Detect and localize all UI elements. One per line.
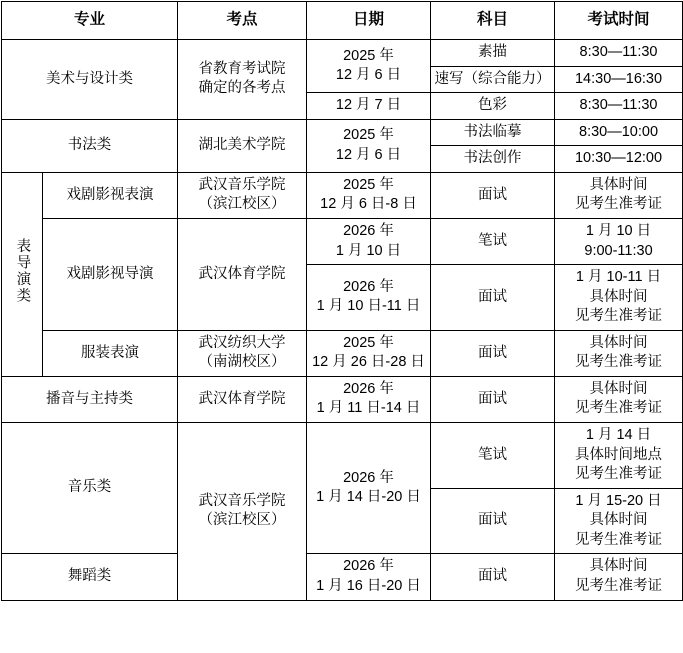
cell-subject: 笔试 [431, 423, 555, 489]
table-row [2, 40, 683, 67]
cell-date: 2026 年 1 月 11 日-14 日 [307, 376, 431, 422]
cell-date: 12 月 7 日 [307, 93, 431, 120]
cell-site: 武汉体育学院 [178, 218, 307, 330]
header-date: 日期 [307, 2, 431, 40]
table-header-row [2, 2, 683, 40]
cell-major: 播音与主持类 [2, 376, 178, 422]
table-row [2, 376, 683, 422]
cell-subject: 速写（综合能力） [431, 66, 555, 93]
table-row [2, 172, 683, 218]
cell-time: 10:30—12:00 [555, 146, 683, 173]
table-row [2, 330, 683, 376]
table-row [2, 119, 683, 146]
cell-time: 1 月 10 日 9:00-11:30 [555, 218, 683, 264]
cell-date: 2025 年 12 月 6 日 [307, 119, 431, 172]
cell-site: 武汉音乐学院 （滨江校区） [178, 172, 307, 218]
cell-subject: 面试 [431, 330, 555, 376]
cell-subject: 面试 [431, 265, 555, 331]
header-major: 专业 [2, 2, 178, 40]
header-time: 考试时间 [555, 2, 683, 40]
cell-subject: 书法临摹 [431, 119, 555, 146]
cell-time: 具体时间 见考生准考证 [555, 376, 683, 422]
cell-major-group: 表导演类 [2, 172, 43, 376]
cell-time: 1 月 14 日 具体时间地点 见考生准考证 [555, 423, 683, 489]
cell-subject: 笔试 [431, 218, 555, 264]
cell-time: 1 月 15-20 日 具体时间 见考生准考证 [555, 488, 683, 554]
cell-subject: 面试 [431, 376, 555, 422]
table-row [2, 554, 683, 600]
cell-subject: 色彩 [431, 93, 555, 120]
cell-subject: 素描 [431, 40, 555, 67]
cell-major: 书法类 [2, 119, 178, 172]
cell-site: 武汉音乐学院 （滨江校区） [178, 423, 307, 601]
cell-time: 8:30—10:00 [555, 119, 683, 146]
cell-site: 湖北美术学院 [178, 119, 307, 172]
cell-major: 服装表演 [43, 330, 178, 376]
cell-time: 14:30—16:30 [555, 66, 683, 93]
cell-date: 2026 年 1 月 10 日-11 日 [307, 265, 431, 331]
table-row [2, 423, 683, 489]
cell-date: 2026 年 1 月 10 日 [307, 218, 431, 264]
cell-date: 2025 年 12 月 26 日-28 日 [307, 330, 431, 376]
cell-major: 戏剧影视导演 [43, 218, 178, 330]
cell-site: 武汉体育学院 [178, 376, 307, 422]
header-subject: 科目 [431, 2, 555, 40]
cell-time: 8:30—11:30 [555, 40, 683, 67]
header-site: 考点 [178, 2, 307, 40]
cell-major: 音乐类 [2, 423, 178, 554]
cell-time: 具体时间 见考生准考证 [555, 554, 683, 600]
cell-time: 具体时间 见考生准考证 [555, 172, 683, 218]
table-row [2, 218, 683, 264]
cell-subject: 面试 [431, 554, 555, 600]
cell-subject: 书法创作 [431, 146, 555, 173]
cell-time: 具体时间 见考生准考证 [555, 330, 683, 376]
cell-date: 2026 年 1 月 16 日-20 日 [307, 554, 431, 600]
cell-date: 2026 年 1 月 14 日-20 日 [307, 423, 431, 554]
cell-major: 舞蹈类 [2, 554, 178, 600]
cell-site: 省教育考试院 确定的各考点 [178, 40, 307, 120]
cell-date: 2025 年 12 月 6 日 [307, 40, 431, 93]
cell-time: 1 月 10-11 日 具体时间 见考生准考证 [555, 265, 683, 331]
cell-site: 武汉纺织大学 （南湖校区） [178, 330, 307, 376]
cell-major: 美术与设计类 [2, 40, 178, 120]
cell-subject: 面试 [431, 172, 555, 218]
cell-date: 2025 年 12 月 6 日-8 日 [307, 172, 431, 218]
exam-schedule-table [1, 1, 683, 601]
cell-subject: 面试 [431, 488, 555, 554]
cell-major: 戏剧影视表演 [43, 172, 178, 218]
table-body [2, 40, 683, 601]
cell-time: 8:30—11:30 [555, 93, 683, 120]
